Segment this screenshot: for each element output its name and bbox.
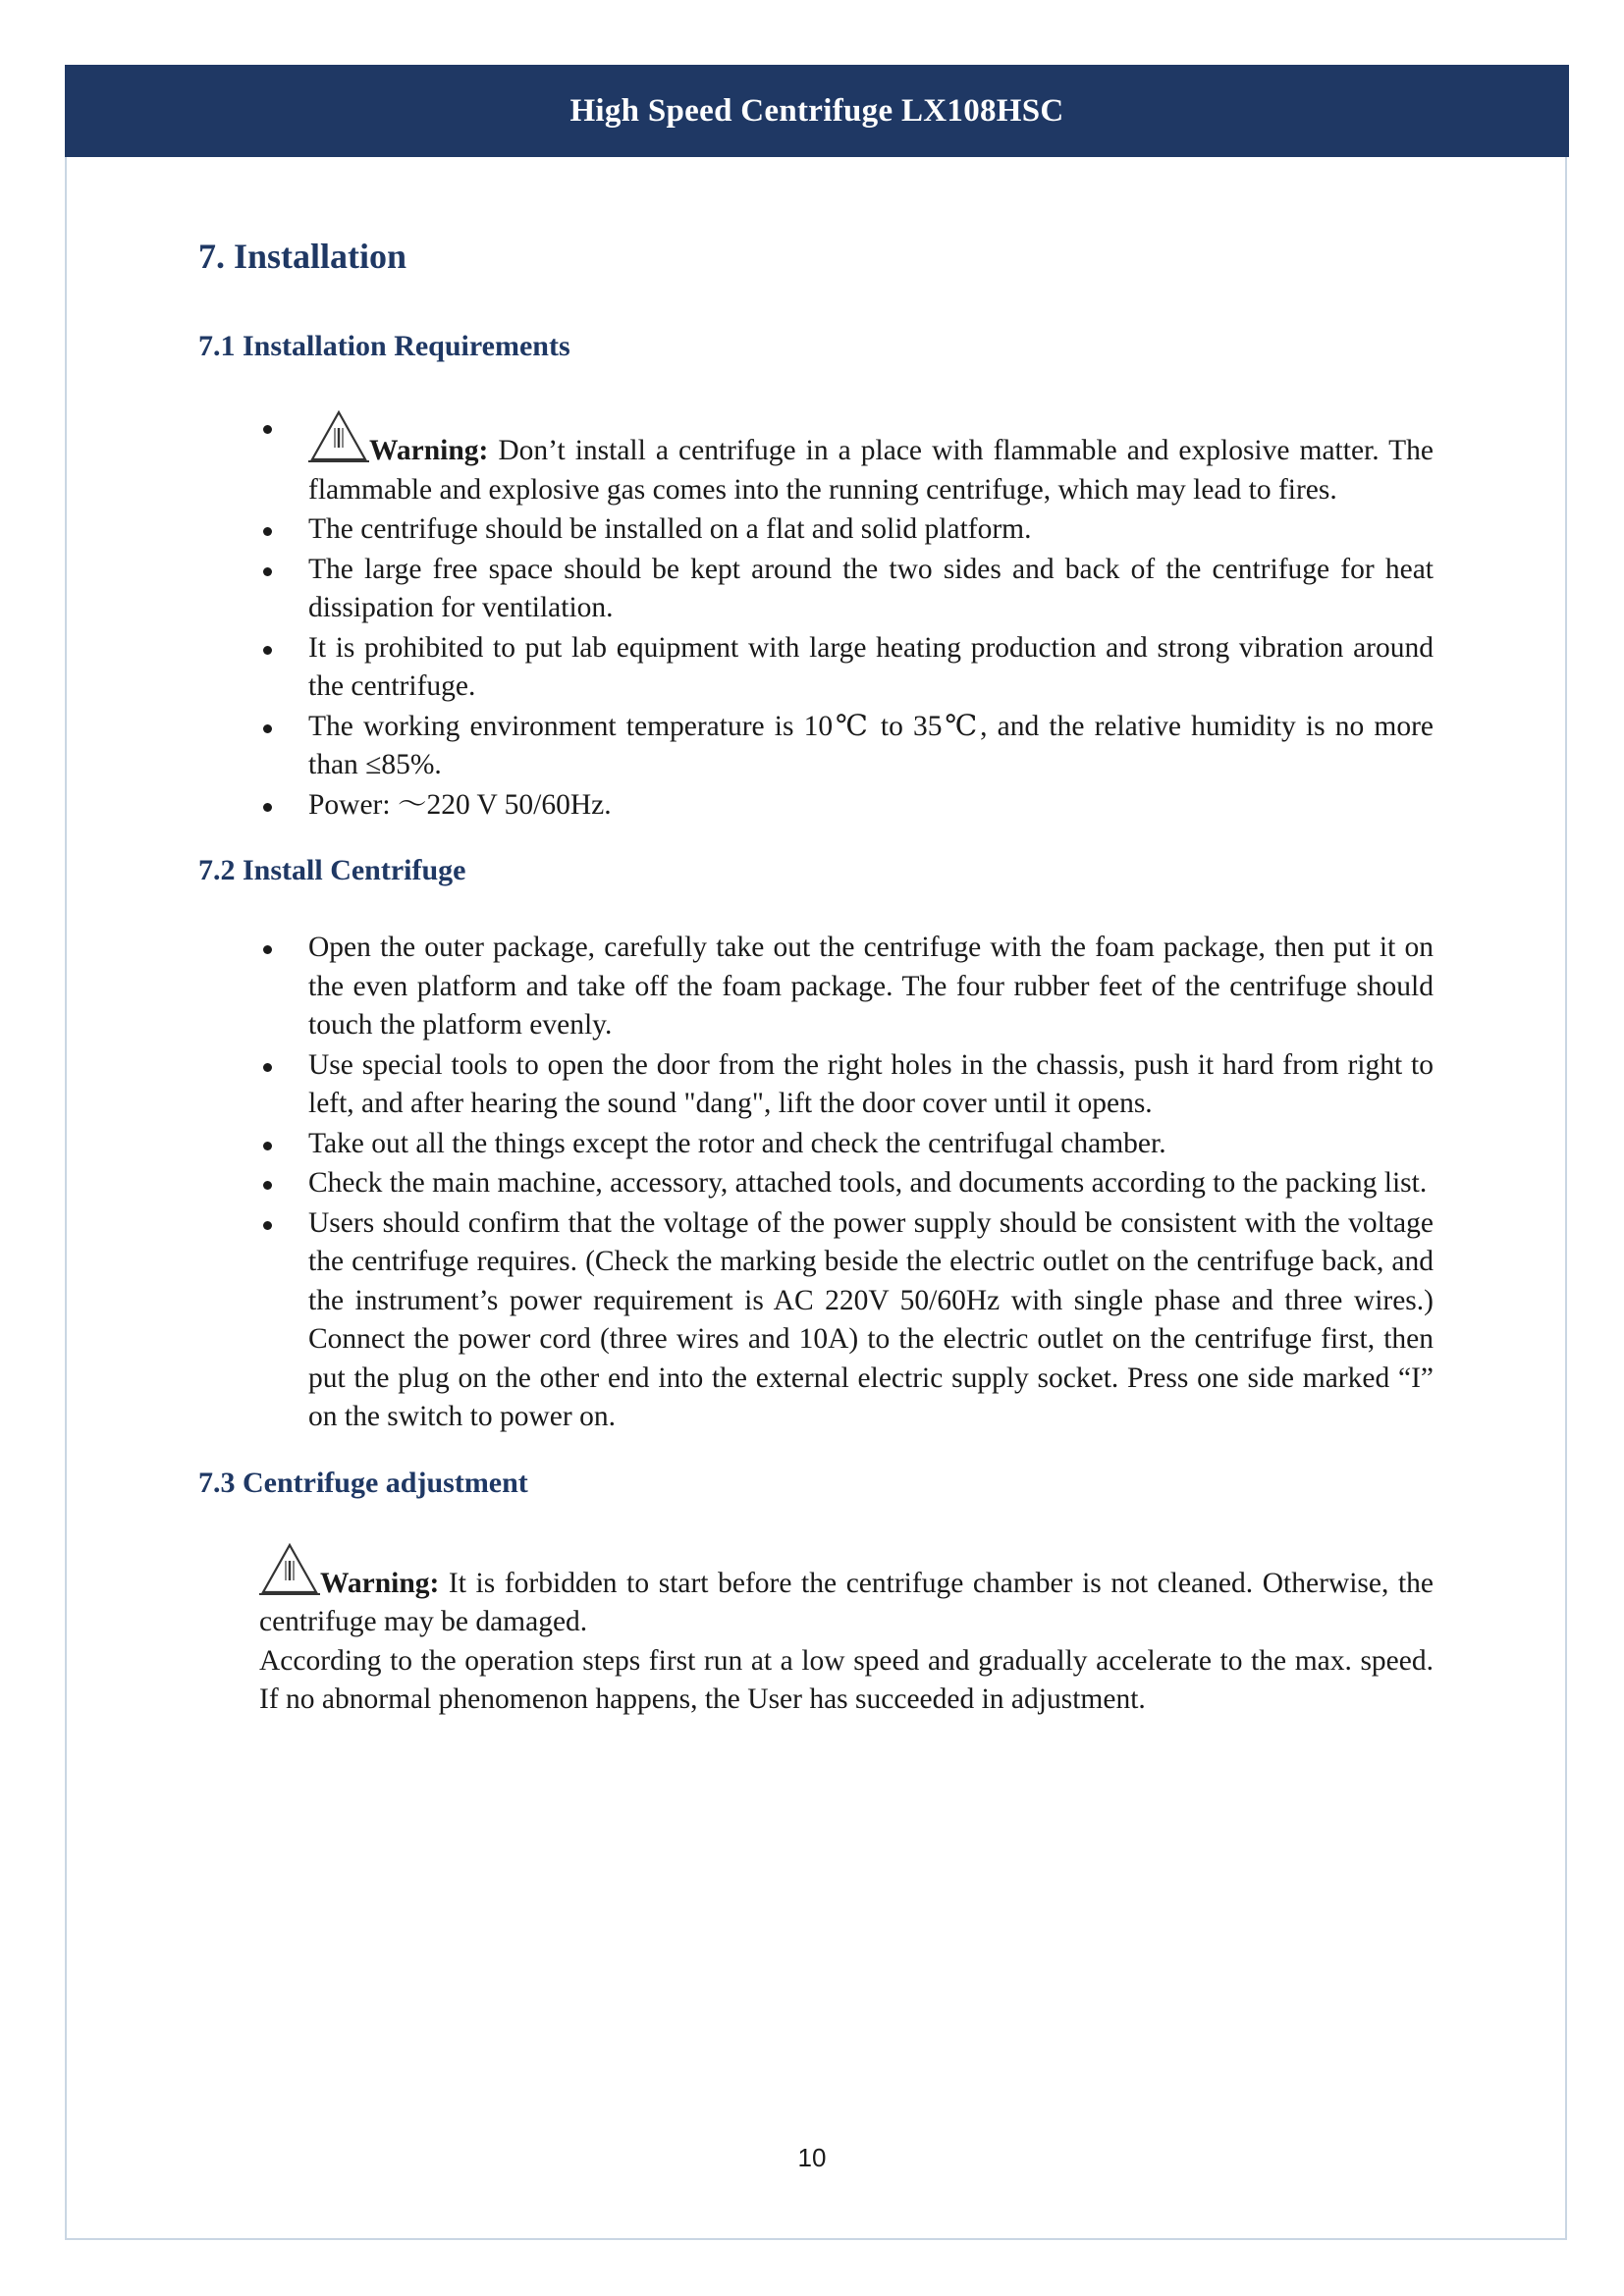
section-heading-installation: 7. Installation [198, 237, 407, 276]
bullet-icon [263, 803, 272, 812]
warning-label: Warning: [320, 1567, 440, 1599]
list-item [198, 629, 1434, 707]
bullet-icon [263, 945, 272, 954]
list-item-text: The large free space should be kept around the two sides and back of the centrifuge for heat dissipation for ventilation. [308, 553, 1434, 623]
bullet-icon [263, 1221, 272, 1230]
subsection-heading-install: 7.2 Install Centrifuge [198, 854, 466, 886]
install-steps-list [198, 929, 1434, 1437]
adjustment-paragraph: According to the operation steps first run at a low speed and gradually accelerate to the max. speed. If no abnormal phenomenon happens, the User has succeeded in adjustment. [259, 1644, 1434, 1715]
warning-label: Warning: [369, 435, 489, 466]
requirements-list [198, 408, 1434, 825]
bullet-icon [263, 425, 272, 434]
bullet-icon [263, 567, 272, 576]
list-item [198, 708, 1434, 785]
subsection-heading-requirements: 7.1 Installation Requirements [198, 330, 570, 362]
page-content [198, 236, 1434, 1720]
document-title: High Speed Centrifuge LX108HSC [569, 92, 1064, 129]
list-item-text: The working environment temperature is 10℃ to 35℃, and the relative humidity is no more than ≤85%. [308, 710, 1434, 780]
list-item [198, 786, 1434, 826]
warning-text: It is forbidden to start before the centrifuge chamber is not cleaned. Otherwise, the centrifuge may be damaged. [259, 1567, 1434, 1637]
bullet-icon [263, 527, 272, 536]
list-item-text: It is prohibited to put lab equipment with large heating production and strong vibration around the centrifuge. [308, 631, 1434, 702]
list-item-text: Use special tools to open the door from the right holes in the chassis, push it hard from right to left, and after hearing the sound "dang", lift the door cover until it opens. [308, 1048, 1434, 1119]
list-item-text: Take out all the things except the rotor and check the centrifugal chamber. [308, 1127, 1166, 1159]
list-item [198, 929, 1434, 1045]
list-item [198, 1204, 1434, 1437]
list-item [198, 551, 1434, 628]
adjustment-warning [198, 1541, 1434, 1642]
list-item-text: The centrifuge should be installed on a flat and solid platform. [308, 513, 1032, 545]
list-item [198, 510, 1434, 550]
bullet-icon [263, 1063, 272, 1072]
bullet-icon [263, 1181, 272, 1190]
page-number: 10 [797, 2143, 827, 2172]
bullet-icon [263, 724, 272, 733]
warning-triangle-icon [308, 408, 369, 463]
list-item [198, 1046, 1434, 1124]
list-item-text: Open the outer package, carefully take out the centrifuge with the foam package, then put it on the even platform and take off the foam package. The four rubber feet of the centrifuge should touch the platform evenly. [308, 932, 1434, 1041]
list-item-text: Check the main machine, accessory, attached tools, and documents according to the packing list. [308, 1167, 1428, 1199]
bullet-icon [263, 646, 272, 655]
subsection-heading-adjustment: 7.3 Centrifuge adjustment [198, 1466, 528, 1499]
list-item [198, 1125, 1434, 1164]
bullet-icon [263, 1142, 272, 1150]
list-item-text: Users should confirm that the voltage of the power supply should be consistent with the voltage the centrifuge requires. (Check the marking beside the electric outlet on the centrifuge back, and the instrument’s power requirement is AC 220V 50/60Hz with single phase and three wires.) Connect the power cord (three wires and 10A) to the electric outlet on the centrifuge first, then put the plug on the other end into the external electric supply socket. Press one side marked “I” on the switch to power on. [308, 1206, 1434, 1432]
list-item-warning [198, 408, 1434, 509]
list-item [198, 1164, 1434, 1203]
list-item-text: Power: ～220 V 50/60Hz. [308, 788, 612, 821]
warning-triangle-icon [259, 1541, 320, 1596]
header-bar [65, 65, 1569, 157]
warning-text: Don’t install a centrifuge in a place with flammable and explosive matter. The flammable and explosive gas comes into the running centrifuge, which may lead to fires. [308, 435, 1434, 506]
